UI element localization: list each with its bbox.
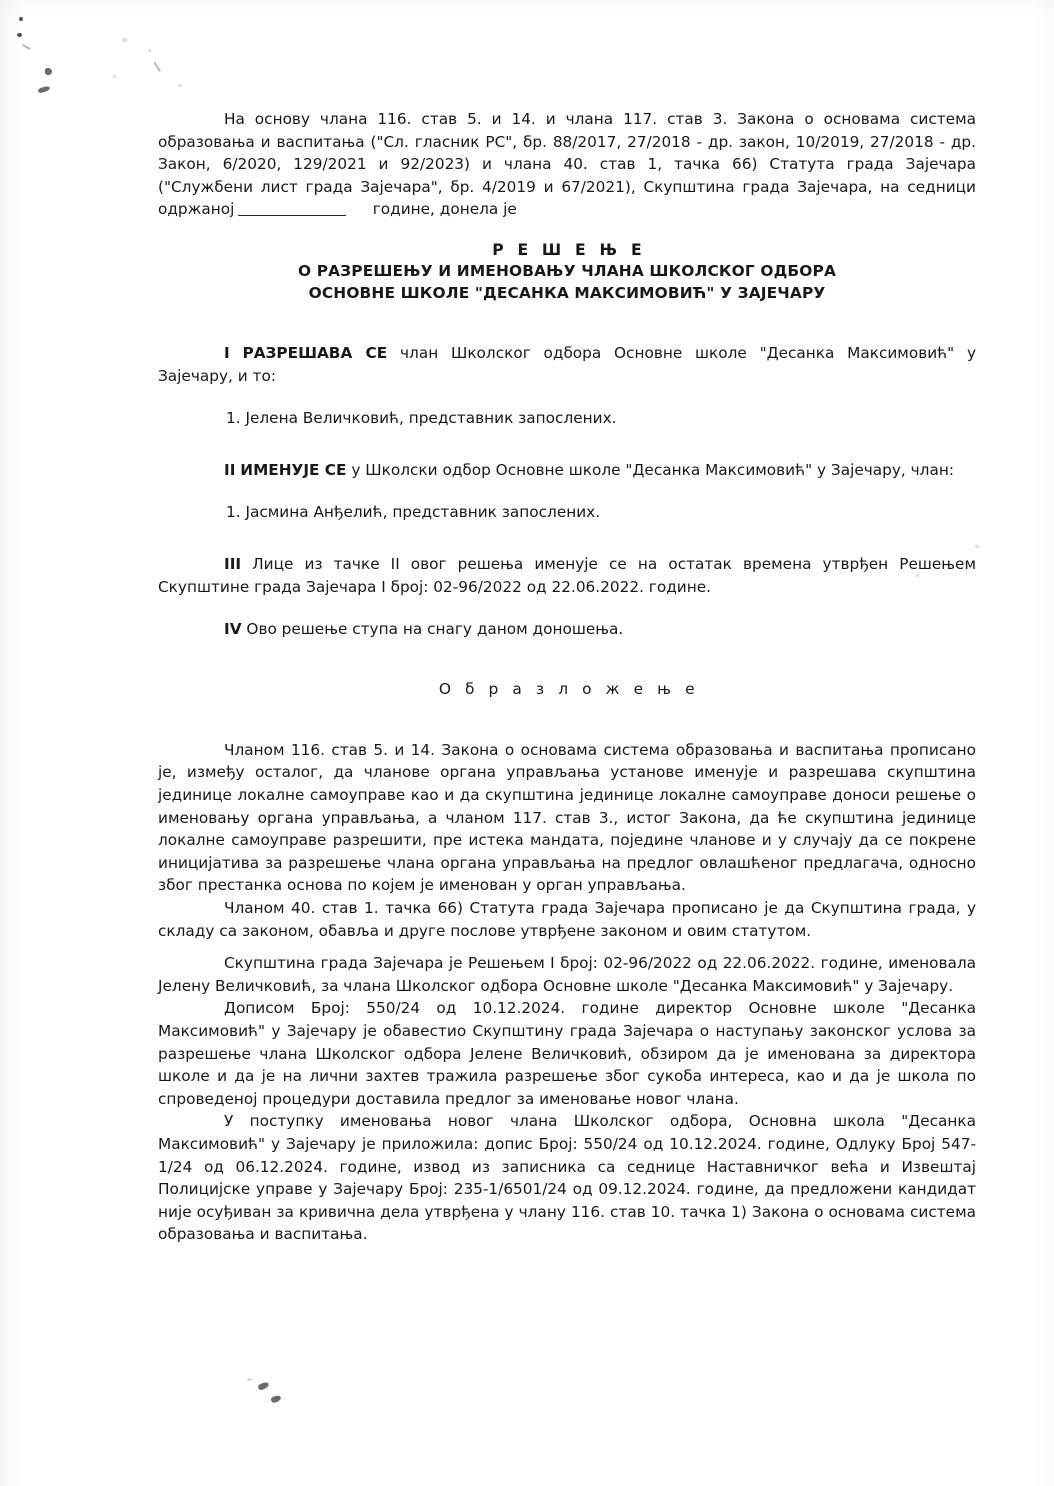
section-i-paragraph: [158, 342, 976, 387]
scan-streak: [154, 62, 161, 72]
section-ii-body: у Школски одбор Основне школе "Десанка Максимовић" у Зајечару, члан:: [351, 461, 954, 480]
list-item: 1. Јелена Величковић, представник запослених.: [226, 408, 617, 427]
title-line-subject: О РАЗРЕШЕЊУ И ИМЕНОВАЊУ ЧЛАНА ШКОЛСКОГ ОДБОРА: [297, 262, 837, 281]
scan-speck: [148, 49, 151, 52]
scan-speck: [19, 17, 23, 21]
explanation-heading: О б р а з л о ж е њ е: [438, 680, 700, 699]
spacer: [158, 701, 976, 739]
section-ii-lead: ИМЕНУЈЕ СЕ: [240, 461, 347, 480]
section-ii-paragraph: [158, 459, 976, 482]
spacer: [158, 942, 976, 952]
scan-smudge: [257, 1381, 270, 1391]
preamble-paragraph: [158, 108, 976, 221]
date-fill-in-blank[interactable]: [238, 202, 346, 216]
spacer: [158, 304, 976, 342]
section-i-roman: I: [224, 344, 230, 363]
explanation-paragraph: Дописом Број: 550/24 од 10.12.2024. године директор Основне школе "Десанка Максимовић" у Зајечару је обавестио Скупштину града Зајечара о наступању законског услова за разрешење члана Школског одбора Јелене Величковић, обзиром да је именована за директора школе и да је на лични захтев тражила разрешење због сукоба интереса, као и да је школа по спроведеној процедури доставила предлог за именовање новог члана.: [158, 999, 976, 1108]
section-iii-paragraph: [158, 553, 976, 598]
spacer: [158, 523, 976, 553]
spacer: [158, 482, 976, 501]
scan-smudge: [270, 1394, 282, 1403]
list-item: 1. Јасмина Анђелић, представник запослених.: [226, 502, 601, 521]
preamble-text-before-blank: На основу члана 116. став 5. и 14. и члана 117. став 3. Закона о основама система образовања и васпитања ("Сл. гласник РС", бр. 88/2017, 27/2018 - др. закон, 10/2019, 27/2018 - др. Закон, 6/2020, 129/2021 и 92/2023) и члана 40. став 1, тачка 66) Статута града Зајечара ("Службени лист града Зајечара", бр. 4/2019 и 67/2021), Скупштина града Зајечара, на седници одржаној: [158, 110, 976, 219]
section-iv-roman: IV: [224, 619, 242, 638]
spacer: [158, 221, 976, 240]
scan-speck: [247, 1378, 252, 1381]
section-iv-paragraph: [158, 618, 976, 641]
explanation-paragraph: Скупштина града Зајечара је Решењем I број: 02-96/2022 од 22.06.2022. године, именовала Јелену Величковић, за члана Школског одбора Основне школе "Десанка Максимовић" у Зајечару.: [158, 954, 976, 995]
explanation-paragraph: Чланом 40. став 1. тачка 66) Статута града Зајечара прописано је да Скупштина града, у складу са законом, обавља и друге послове утврђене законом и овим статутом.: [158, 898, 976, 940]
spacer: [158, 640, 976, 678]
title-line-school: ОСНОВНЕ ШКОЛЕ "ДЕСАНКА МАКСИМОВИЋ" У ЗАЈЕЧАРУ: [308, 283, 826, 302]
scan-speck: [17, 33, 22, 37]
document-body: [158, 108, 976, 1246]
section-i-lead: РАЗРЕШАВА СЕ: [242, 344, 388, 363]
explanation-paragraph: Чланом 116. став 5. и 14. Закона о основама система образовања и васпитања прописано је, између осталог, да чланове органа управљања установе именује и разрешава скупштина јединице локалне самоуправе као и да скупштина јединице локалне самоуправе доноси решење о именовању органа управљања, а чланом 117. став 3., истог Закона, да ће скупштина јединице локалне самоуправе разрешити, пре истека мандата, поједине чланове и у случају да се покрене иницијатива за разрешење члана органа управљања на предлог овлашћеног предлагача, односно због престанка основа по којем је именован у орган управљања.: [158, 740, 976, 895]
spacer: [158, 388, 976, 407]
spacer: [158, 429, 976, 459]
title-line-resenje: Р Е Ш Е Њ Е: [492, 240, 646, 259]
explanation-paragraph: У поступку именовања новог члана Школског одбора, Основна школа "Десанка Максимовић" у Зајечару је приложила: допис Број: 550/24 од 10.12.2024. године, Одлуку Број 547-1/24 од 06.12.2024. године, извод из записника са седнице Наставничког већа и Извештај Полицијске управе у Зајечару Број: 235-1/6501/24 од 09.12.2024. године, да предложени кандидат није осуђиван за кривична дела утврђена у члану 116. став 10. тачка 1) Закона о основама система образовања и васпитања.: [158, 1112, 976, 1244]
scan-speck: [122, 38, 127, 42]
section-iii-body: Лице из тачке II овог решења именује се на остатак времена утврђен Решењем Скупштине града Зајечара I број: 02-96/2022 од 22.06.2022. године.: [158, 555, 976, 597]
scan-speck: [113, 75, 116, 78]
preamble-text-after-blank: године, донела је: [372, 200, 517, 219]
section-iii-roman: III: [224, 555, 242, 574]
scan-streak: [22, 44, 31, 50]
spacer: [158, 599, 976, 618]
document-title-block: [158, 240, 976, 305]
scan-speck: [178, 84, 182, 87]
section-i-body: члан Школског одбора Основне школе "Десанка Максимовић" у Зајечару, и то:: [158, 344, 976, 386]
scan-smudge: [38, 85, 51, 93]
section-iv-body: Ово решење ступа на снагу даном доношења.: [246, 619, 624, 638]
section-ii-roman: II: [224, 461, 236, 480]
scan-smudge: [45, 68, 52, 75]
